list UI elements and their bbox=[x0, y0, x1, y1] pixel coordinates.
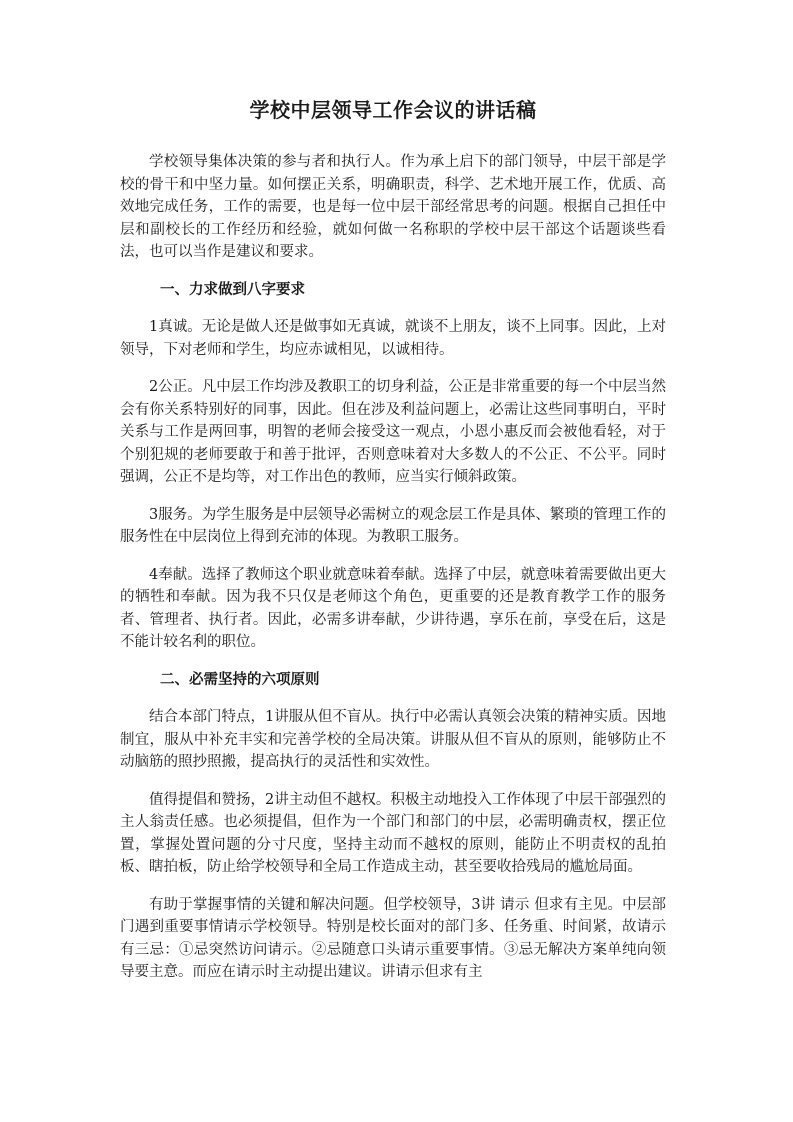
section-1-paragraph-4: 4奉献。选择了教师这个职业就意味着奉献。选择了中层，就意味着需要做出更大的牺牲和奉献。因为我不只仅是老师这个角色，更重要的还是教育教学工作的服务者、管理者、执行者。因此，必需多讲奉献，少讲待遇，享乐在前，享受在后，这是不能计较名利的职位。 bbox=[120, 566, 666, 650]
section-2-paragraph-1: 结合本部门特点，1讲服从但不盲从。执行中必需认真领会决策的精神实质。因地制宜，服从中补充丰实和完善学校的全局决策。讲服从但不盲从的原则，能够防止不动脑筋的照抄照搬，提高执行的灵活性和实效性。 bbox=[120, 709, 666, 770]
section-1-paragraph-2: 2公正。凡中层工作均涉及教职工的切身利益，公正是非常重要的每一个中层当然会有你关系特别好的同事，因此。但在涉及利益问题上，必需让这些同事明白，平时关系与工作是两回事，明智的老师会接受这一观点，小恩小惠反而会被他看轻，对于个别犯规的老师要敢于和善于批评，否则意味着对大多数人的不公正、不公平。同时强调，公正不是均等，对工作出色的教师，应当实行倾斜政策。 bbox=[120, 379, 666, 485]
section-2-paragraph-3: 有助于掌握事情的关键和解决问题。但学校领导，3讲 请示 但求有主见。中层部门遇到重要事情请示学校领导。特别是校长面对的部门多、任务重、时间紧，故请示有三忌：①忌突然访问请示。②忌随意口头请示重要事情。③忌无解决方案单纯向领导要主意。而应在请示时主动提出建议。讲请示但求有主 bbox=[120, 896, 666, 980]
intro-paragraph: 学校领导集体决策的参与者和执行人。作为承上启下的部门领导，中层干部是学校的骨干和中坚力量。如何摆正关系，明确职责，科学、艺术地开展工作，优质、高效地完成任务，工作的需要，也是每一位中层干部经常思考的问题。根据自己担任中层和副校长的工作经历和经验，就如何做一名称职的学校中层干部这个话题谈些看法，也可以当作是建议和要求。 bbox=[120, 154, 666, 260]
document-title: 学校中层领导工作会议的讲话稿 bbox=[249, 98, 537, 122]
section-2-paragraph-2: 值得提倡和赞扬，2讲主动但不越权。积极主动地投入工作体现了中层干部强烈的主人翁责任感。也必须提倡，但作为一个部门和部门的中层，必需明确责权，摆正位置，掌握处置问题的分寸尺度，坚持主动而不越权的原则，能防止不明责权的乱拍板、瞎拍板，防止给学校领导和全局工作造成主动，甚至要收拾残局的尴尬局面。 bbox=[120, 791, 666, 875]
section-2-heading: 二、必需坚持的六项原则 bbox=[160, 671, 320, 688]
section-1-paragraph-3: 3服务。为学生服务是中层领导必需树立的观念层工作是具体、繁琐的管理工作的服务性在中层岗位上得到充沛的体现。为教职工服务。 bbox=[120, 506, 666, 545]
section-1-paragraph-1: 1真诚。无论是做人还是做事如无真诚，就谈不上朋友，谈不上同事。因此，上对领导，下对老师和学生，均应赤诚相见，以诚相待。 bbox=[120, 319, 666, 358]
section-1-heading: 一、力求做到八字要求 bbox=[160, 281, 305, 298]
document-page bbox=[120, 95, 666, 999]
